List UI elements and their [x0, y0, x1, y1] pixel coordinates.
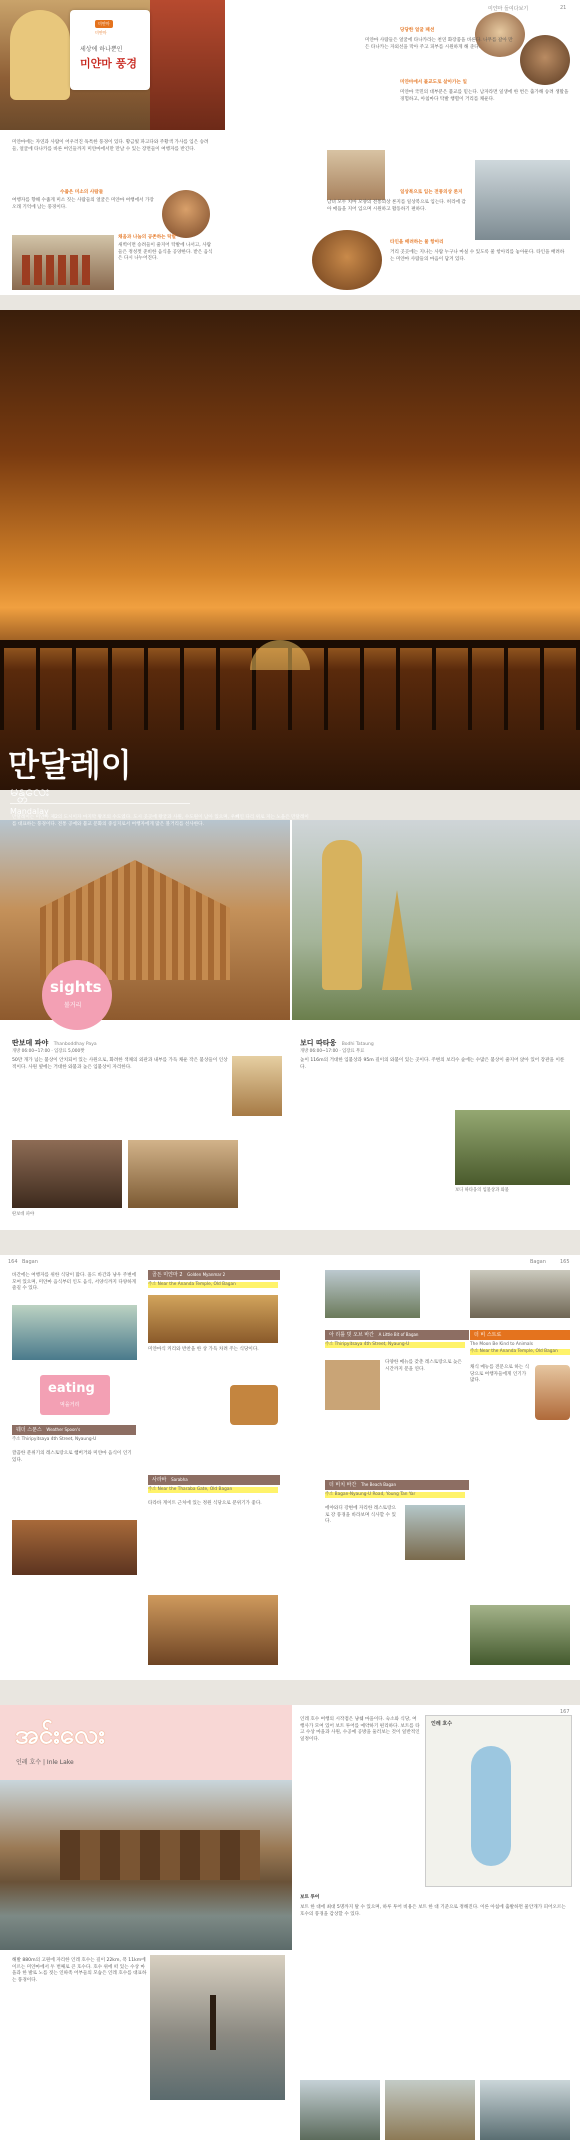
badge-mid: 미얀마 [95, 30, 107, 35]
item-text-thanaka: 미얀마 사람들은 얼굴에 타나카라는 천연 화장품을 바른다. 나무를 갈아 만든 타나카는 자외선을 막아 주고 피부를 시원하게 해 준다. [365, 38, 513, 50]
page-title: 만달레이 [8, 746, 132, 784]
man-face-photo [520, 35, 570, 85]
restaurant-name: 웨더 스푼스 [16, 1427, 42, 1433]
restaurant-name-en: A Little Bit of Bagan [378, 1332, 419, 1337]
page-bagan-eating [0, 1255, 580, 1680]
sights-label: sights [50, 978, 102, 996]
garden-photo [470, 1605, 570, 1665]
restaurant-address: 주소 Bagan-Nyaung-U Road, Young Tan Yar [325, 1492, 465, 1498]
left-sight-hours: 개방 06:00~17:00 · 입장료 5,000짯 [12, 1049, 85, 1054]
couple-longyi-photo [475, 160, 570, 240]
beach-photo [405, 1505, 465, 1560]
feature-title: 미얀마 풍경 [80, 57, 137, 70]
bagan-intro: 바간에는 여행자를 위한 식당이 많다. 올드 바간과 냥우 주변에 모여 있으며, 미얀마 음식부터 인도 음식, 서양식까지 다양하게 즐길 수 있다. [12, 1273, 137, 1292]
pagoda [382, 890, 412, 990]
inle-title-burmese: အင်းလေး [15, 1720, 105, 1750]
pagoda-photo [385, 2080, 475, 2140]
left-sight-name: 딴보데 파야 [12, 1039, 49, 1047]
page-miyanmar-scenery [0, 0, 580, 295]
right-sight-hours: 개방 06:00~17:00 · 입장료 무료 [300, 1049, 365, 1054]
eating-label: eating [48, 1381, 95, 1396]
inle-info-text: 보트 한 대에 최대 5명까지 탈 수 있으며, 하루 투어 비용은 보트 한 대 기준으로 정해진다. 이른 아침에 출발하면 물안개가 피어오르는 호수의 풍경을 감상할 수 있다. [300, 1905, 566, 1917]
item-title-pot: 타인을 배려하는 물 항아리 [390, 240, 444, 245]
title-rule [10, 803, 190, 804]
page-title-burmese: မန္တလေး [10, 784, 50, 800]
inle-map [425, 1715, 572, 1887]
badge-top: 미얀마 [95, 20, 113, 28]
stilt-houses-photo [0, 1780, 292, 1950]
smiling-girl-photo [162, 190, 210, 238]
item-title-alms: 채움과 나눔의 공존하는 탁발 [118, 235, 177, 240]
temple-pillar [150, 0, 225, 130]
drink-photo [535, 1365, 570, 1420]
item-text-pot: 거리 곳곳에는 지나는 사람 누구나 마실 수 있도록 물 항아리를 놓아둔다. 타인을 배려하는 미얀마 사람들의 마음이 담겨 있다. [390, 250, 565, 262]
restaurant-golden-myanmar-header [148, 1270, 280, 1280]
left-sight-title [12, 1038, 97, 1048]
eating-badge [40, 1375, 110, 1415]
restaurant-name: 아 리틀 빗 오브 바간 [329, 1332, 374, 1338]
left-sight-name-en: Thanboddhay Paya [53, 1042, 97, 1047]
page-number-left: 164 [8, 1259, 18, 1265]
water-pot-photo [312, 230, 382, 290]
buddha-small-photo-1 [232, 1056, 282, 1116]
restaurant-name-en: The Moon Be Kind to Animals [470, 1342, 533, 1347]
right-sight-name: 보디 따타웅 [300, 1039, 337, 1047]
restaurant-text: 깔끔한 분위기의 레스토랑으로 햄버거와 미얀마 음식이 인기 있다. [12, 1451, 132, 1463]
item-title-smile: 수줍은 미소의 사람들 [60, 190, 104, 195]
buddha-statue [10, 10, 70, 100]
restaurant-text: 다양한 메뉴를 갖춘 레스토랑으로 늦은 시간까지 문을 연다. [385, 1360, 462, 1372]
inle-header-band [0, 1705, 292, 1780]
restaurant-beach-header [325, 1480, 469, 1490]
inle-info-title: 보트 투어 [300, 1895, 320, 1900]
hall-photo [12, 1140, 122, 1208]
ceviche-photo [325, 1360, 380, 1410]
boat-photo [480, 2080, 570, 2140]
restaurant-name-en: Golden Myanmar 2 [187, 1272, 226, 1277]
fisherman-silhouette [210, 1995, 216, 2050]
item-text-smile: 여행자를 향해 수줍게 미소 짓는 사람들의 얼굴은 미얀마 여행에서 가장 오래 기억에 남는 풍경이다. [12, 198, 154, 210]
wooden-houses [60, 1830, 260, 1880]
lake-shape [471, 1746, 511, 1866]
page-number-right: 165 [560, 1259, 570, 1265]
left-sight-text: 50만 개가 넘는 불상이 안치되어 있는 사원으로, 화려한 색채의 외관과 내부를 가득 채운 작은 불상들이 인상적이다. 사원 옆에는 거대한 와불과 높은 입불상이 자리한다. [12, 1058, 228, 1070]
bodhi-tree-photo [455, 1110, 570, 1185]
pool-photo [12, 1305, 137, 1360]
restaurant-little-bit-header [325, 1330, 469, 1340]
header-right-2: Bagan [530, 1259, 546, 1265]
mandalay-intro: 만달레이는 미얀마 제2의 도시이자 마지막 왕조의 수도였다. 도시 곳곳에 왕궁과 사원, 수도원이 남아 있으며, 우뻬인 다리 위로 지는 노을은 만달레이를 대표하는 풍경이다. 전통 공예와 불교 문화의 중심지로서 여행자에게 많은 볼거리를 선사한다. [12, 815, 309, 827]
bodhi-tataung-photo [292, 820, 580, 1020]
item-text-alms: 새벽이면 승려들이 줄지어 탁발에 나서고, 사람들은 정성껏 준비한 음식을 공양한다. 받은 음식은 다시 나누어진다. [118, 243, 213, 262]
restaurant-text: 에야와디 강변에 자리한 레스토랑으로 강 풍경을 바라보며 식사할 수 있다. [325, 1506, 396, 1525]
restaurant-text: 채식 메뉴를 전문으로 하는 식당으로 여행자들에게 인기가 많다. [470, 1365, 530, 1384]
map-title: 인레 호수 [431, 1721, 453, 1727]
buddha-row-photo [128, 1140, 238, 1208]
inle-title-kr: 인레 호수 | Inle Lake [16, 1759, 74, 1766]
dish-photo-1 [230, 1385, 278, 1425]
item-title-buddhist: 미얀마에서 불교도로 살아가는 일 [400, 80, 467, 85]
restaurant-address: 주소 Thiripyitsaya 4th Street, Nyaung-U [12, 1437, 97, 1442]
item-title-longyi: 일상복으로 입는 전통의상 론지 [400, 190, 463, 195]
inle-right-text: 인레 호수 여행의 시작점은 냥쉐 마을이다. 숙소와 식당, 여행사가 모여 있어 보트 투어를 예약하기 편리하다. 보트를 타고 수상 마을과 사원, 수공예 공방을 둘러보는 것이 일반적인 일정이다. [300, 1717, 420, 1742]
lake-scene-photo [300, 2080, 380, 2140]
buddhist-life-photo [327, 150, 385, 200]
restaurant-address: 주소 Thiripyitsaya 4th Street, Nyaung-U [325, 1342, 465, 1348]
restaurant-name-en: Weather Spoon's [46, 1427, 81, 1432]
left-sight-caption: 딴보데 파야 [12, 1212, 35, 1217]
standing-buddha [322, 840, 362, 990]
curry-photo [148, 1295, 278, 1343]
restaurant-address: 주소 Near the Ananda Temple, Old Bagan [148, 1282, 278, 1288]
header-right: 미얀마 들여다보기 [488, 6, 529, 12]
monk-robes [22, 255, 92, 285]
feature-subtitle: 세상에 하나뿐인 [80, 46, 123, 53]
header-left: Bagan [22, 1259, 38, 1265]
restaurant-name-en: Sarabha [171, 1477, 188, 1482]
sights-badge [42, 960, 112, 1030]
right-sight-title [300, 1038, 374, 1048]
restaurant-address: 주소 Near the Tharaba Gate, Old Bagan [148, 1487, 278, 1493]
page-number-inle: 167 [560, 1709, 570, 1715]
restaurant-moon-header [470, 1330, 570, 1340]
food-photo-2 [148, 1595, 278, 1665]
restaurant-name-en: The Beach Bagan [360, 1482, 397, 1487]
restaurant-address: 주소 Near the Ananda Temple, Old Bagan [470, 1349, 570, 1355]
page-mandalay [0, 310, 580, 816]
restaurant-sarabha-header [148, 1475, 280, 1485]
item-text-buddhist: 미얀마 국민의 대부분은 불교를 믿는다. 남자라면 일생에 한 번은 출가해 승려 생활을 경험하고, 아침마다 탁발 행렬이 거리를 채운다. [400, 90, 569, 102]
right-sight-text: 높이 116m의 거대한 입불상과 95m 길이의 와불이 있는 곳이다. 주변의 보리수 숲에는 수많은 불상이 줄지어 앉아 있어 장관을 이룬다. [300, 1058, 565, 1070]
restaurant-text: 미얀마식 커리와 반찬을 한 상 가득 차려 주는 식당이다. [148, 1347, 259, 1352]
page-inle-lake [0, 1705, 580, 2145]
page-sights [0, 820, 580, 1230]
inle-intro: 해발 880m의 고원에 자리한 인레 호수는 길이 22km, 폭 11km에 이르는 미얀마에서 두 번째로 큰 호수다. 호수 위에 떠 있는 수상 마을과 한 발로 노를 젓는 인따족 어부들의 모습은 인레 호수를 대표하는 풍경이다. [12, 1958, 147, 1983]
sights-sub: 볼거리 [64, 1002, 82, 1009]
page-subtitle: Mandalay [10, 807, 49, 816]
terrace-photo [470, 1270, 570, 1318]
feature-title-box [70, 10, 150, 90]
intro-text: 미얀마에는 자연과 사람이 어우러진 독특한 풍경이 있다. 황금빛 파고다와 주황색 가사를 입은 승려들, 얼굴에 타나카를 바른 여인들까지 미얀마에서만 만날 수 있는 장면들이 여행자를 반긴다. [12, 140, 209, 152]
fisherman-photo [150, 1955, 285, 2100]
restaurant-text: 타라바 게이트 근처에 있는 정원 식당으로 분위기가 좋다. [148, 1501, 262, 1506]
item-text-longyi: 남녀 모두 치마 모양의 전통의상 론지를 일상복으로 입는다. 허리에 감아 매듭을 지어 입으며 시원하고 활동하기 편하다. [327, 200, 466, 212]
restaurant-name: 더 비 스트로 [474, 1332, 502, 1338]
page-number-1: 21 [560, 5, 567, 11]
restaurant-name: 골든 미얀마 2 [152, 1272, 183, 1278]
riverside-photo [325, 1270, 420, 1318]
restaurant-interior-photo [12, 1520, 137, 1575]
restaurant-name: 더 비치 바간 [329, 1482, 357, 1488]
right-sight-caption: 보디 따타웅의 입불상과 와불 [455, 1188, 509, 1193]
monks-photo [12, 235, 114, 290]
restaurant-weather-spoons-header [12, 1425, 136, 1435]
item-title-thanaka: 당당한 얼굴 패션 [400, 28, 435, 33]
eating-sub: 먹을거리 [60, 1402, 80, 1408]
restaurant-name: 사라바 [152, 1477, 167, 1483]
right-sight-name-en: Bodhi Tataung [341, 1042, 374, 1047]
